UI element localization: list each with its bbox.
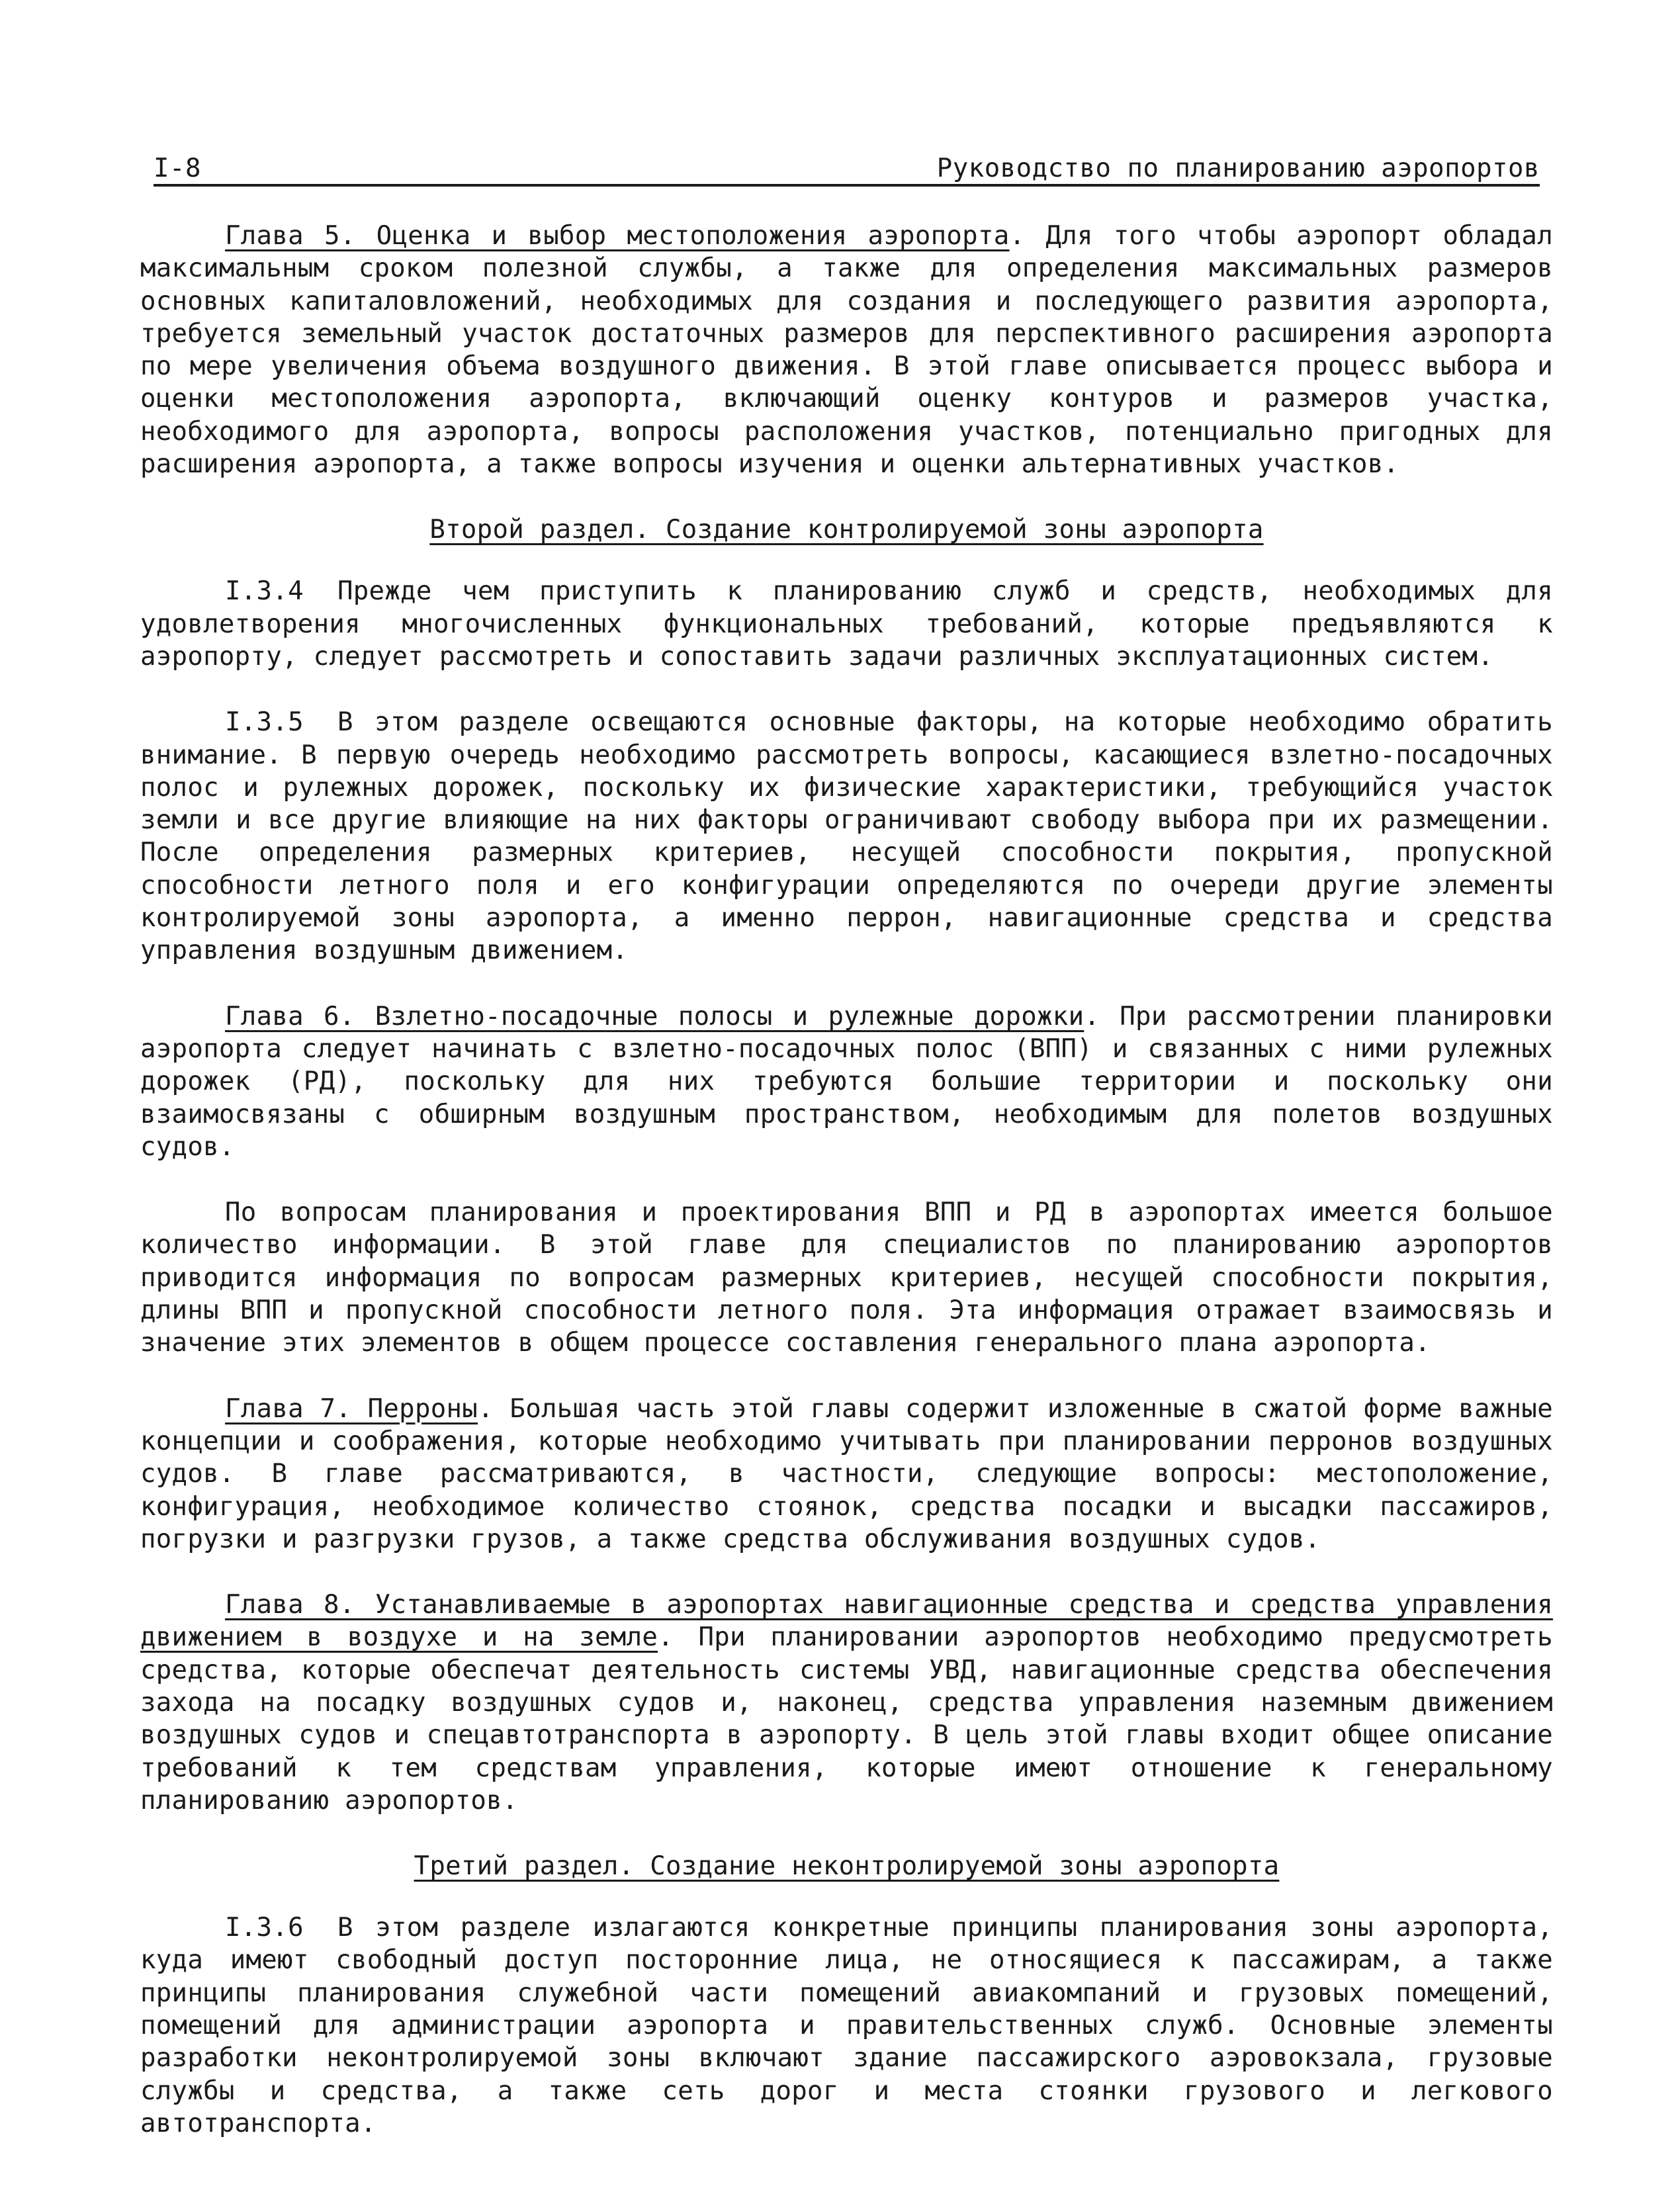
paragraph-1-3-6: [140, 1911, 1553, 2140]
page-number: I-8: [154, 153, 201, 183]
page-body: [140, 220, 1553, 2140]
paragraph-number: I.3.4: [225, 576, 304, 607]
paragraph-1-3-5: [140, 706, 1553, 967]
chapter-7-paragraph: [140, 1393, 1553, 1555]
paragraph-1-3-4: [140, 575, 1553, 673]
paragraph-number: I.3.5: [225, 707, 304, 738]
section-2-heading: [140, 513, 1553, 546]
page-header: [154, 151, 1540, 187]
chapter-8-paragraph: [140, 1589, 1553, 1817]
chapter-5-paragraph: [140, 220, 1553, 480]
chapter-6-title: Глава 6. Взлетно-посадочные полосы и рулежные дорожки: [225, 1001, 1084, 1031]
paragraph-number: I.3.6: [225, 1913, 304, 1943]
running-title: Руководство по планированию аэропортов: [936, 153, 1540, 183]
chapter-8-title: Глава 8. Устанавливаемые в аэропортах навигационные средства и средства управления движением в воздухе и на земле: [140, 1590, 1553, 1653]
chapter-8-text: . При планировании аэропортов необходимо предусмотреть средства, которые обеспечат деятельность системы УВД, навигационные средства обеспечения захода на посадку воздушных судов и, наконец, средства управления наземным движением воздушных судов и спецавтотранспорта в аэропорту. В цель этой главы входит общее описание требований к тем средствам управления, которые имеют отношение к генеральному планированию аэропортов.: [140, 1622, 1553, 1816]
section-3-heading: [140, 1850, 1553, 1882]
paragraph-text: В этом разделе излагаются конкретные принципы планирования зоны аэропорта, куда имеют свободный доступ посторонние лица, не относящиеся к пассажирам, а также принципы планирования служебной части помещений авиакомпаний и грузовых помещений, помещений для администрации аэропорта и правительственных служб. Основные элементы разработки неконтролируемой зоны включают здание пассажирского аэровокзала, грузовые службы и средства, а также сеть дорог и места стоянки грузового и легкового автотранспорта.: [140, 1913, 1553, 2138]
chapter-5-title: Глава 5. Оценка и выбор местоположения аэропорта: [225, 221, 1010, 251]
chapter-5-text: . Для того чтобы аэропорт обладал максимальным сроком полезной службы, а также для определения максимальных размеров основных капиталовложений, необходимых для создания и последующего развития аэропорта, требуется земельный участок достаточных размеров для перспективного расширения аэропорта по мере увеличения объема воздушного движения. В этой главе описывается процесс выбора и оценки местоположения аэропорта, включающий оценку контуров и размеров участка, необходимого для аэропорта, вопросы расположения участков, потенциально пригодных для расширения аэропорта, а также вопросы изучения и оценки альтернативных участков.: [140, 221, 1553, 480]
chapter-6-paragraph-2: По вопросам планирования и проектирования ВПП и РД в аэропортах имеется большое количество информации. В этой главе для специалистов по планированию аэропортов приводится информация по вопросам размерных критериев, несущей способности покрытия, длины ВПП и пропускной способности летного поля. Эта информация отражает взаимосвязь и значение этих элементов в общем процессе составления генерального плана аэропорта.: [140, 1198, 1553, 1358]
chapter-7-title: Глава 7. Перроны: [225, 1393, 478, 1424]
chapter-7-text: . Большая часть этой главы содержит изложенные в сжатой форме важные концепции и соображения, которые необходимо учитывать при планировании перронов воздушных судов. В главе рассматриваются, в частности, следующие вопросы: местоположение, конфигурация, необходимое количество стоянок, средства посадки и высадки пассажиров, погрузки и разгрузки грузов, а также средства обслуживания воздушных судов.: [140, 1393, 1553, 1554]
chapter-6-paragraph: [140, 1000, 1553, 1163]
chapter-6-text: . При рассмотрении планировки аэропорта следует начинать с взлетно-посадочных полос (ВПП) и связанных с ними рулежных дорожек (РД), поскольку для них требуются большие территории и поскольку они взаимосвязаны с обширным воздушным пространством, необходимым для полетов воздушных судов.: [140, 1001, 1553, 1162]
paragraph-text: В этом разделе освещаются основные факторы, на которые необходимо обратить внимание. В первую очередь необходимо рассмотреть вопросы, касающиеся взлетно-посадочных полос и рулежных дорожек, поскольку их физические характеристики, требующийся участок земли и все другие влияющие на них факторы ограничивают свободу выбора при их размещении. После определения размерных критериев, несущей способности покрытия, пропускной способности летного поля и его конфигурации определяются по очереди другие элементы контролируемой зоны аэропорта, а именно перрон, навигационные средства и средства управления воздушным движением.: [140, 707, 1553, 966]
section-2-heading-text: Второй раздел. Создание контролируемой зоны аэропорта: [429, 515, 1264, 545]
section-3-heading-text: Третий раздел. Создание неконтролируемой зоны аэропорта: [414, 1851, 1280, 1882]
paragraph-text: Прежде чем приступить к планированию служб и средств, необходимых для удовлетворения многочисленных функциональных требований, которые предъявляются к аэропорту, следует рассмотреть и сопоставить задачи различных эксплуатационных систем.: [140, 576, 1553, 672]
